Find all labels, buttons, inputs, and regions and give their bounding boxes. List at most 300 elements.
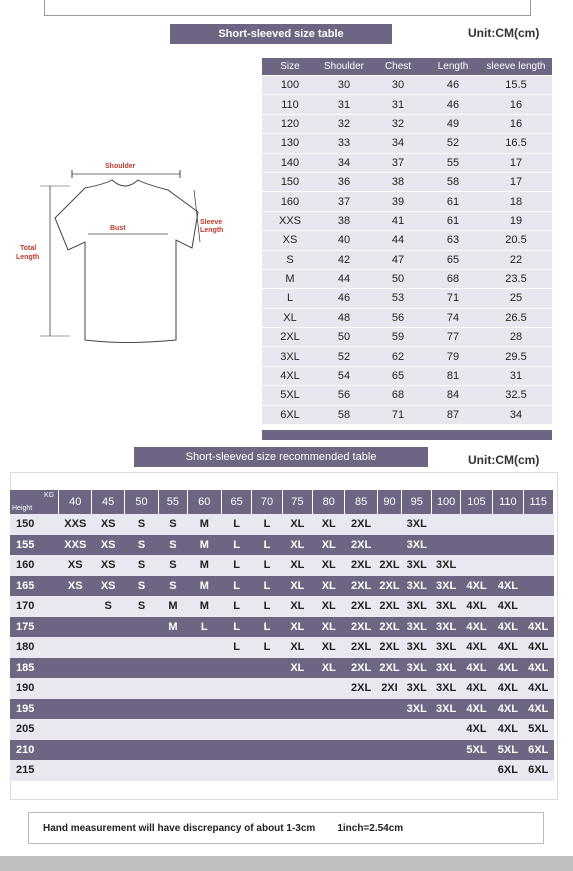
size-header-cell: sleeve length	[480, 58, 552, 76]
size-cell: 2XL	[262, 328, 318, 347]
recommend-cell	[159, 719, 187, 740]
recommend-cell: L	[221, 637, 251, 658]
recommend-cell: 4XL	[493, 637, 523, 658]
kg-header-cell: 40	[59, 490, 92, 514]
recommend-cell	[187, 760, 221, 781]
recommend-cell: 4XL	[460, 596, 492, 617]
size-cell: 16.5	[480, 134, 552, 153]
recommend-cell	[377, 740, 401, 761]
recommend-cell	[124, 658, 158, 679]
recommend-cell	[59, 596, 92, 617]
kg-header-cell: 45	[92, 490, 124, 514]
recommend-cell: 4XL	[460, 678, 492, 699]
recommend-cell: XXS	[59, 514, 92, 535]
recommend-row	[10, 576, 554, 597]
size-row	[262, 95, 552, 114]
recommend-cell: XL	[313, 596, 345, 617]
size-cell: 34	[318, 153, 370, 172]
recommend-row	[10, 760, 554, 781]
size-cell: 42	[318, 250, 370, 269]
recommend-cell	[187, 699, 221, 720]
recommend-cell	[221, 719, 251, 740]
recommend-cell	[377, 514, 401, 535]
recommend-cell: 3XL	[402, 658, 432, 679]
size-cell: 48	[318, 308, 370, 327]
size-cell: 140	[262, 153, 318, 172]
recommend-cell: 2XL	[345, 576, 377, 597]
size-cell: 37	[318, 192, 370, 211]
size-header-cell: Length	[426, 58, 480, 76]
recommend-cell: 3XL	[402, 678, 432, 699]
recommend-cell	[493, 535, 523, 556]
recommend-cell: 3XL	[402, 555, 432, 576]
recommend-cell	[92, 740, 124, 761]
kg-header-cell: 85	[345, 490, 377, 514]
total-length-line1: Total	[20, 245, 37, 252]
recommend-cell	[523, 576, 553, 597]
size-cell: 41	[370, 211, 426, 230]
shoulder-label: Shoulder	[105, 163, 136, 170]
recommend-cell: L	[252, 596, 282, 617]
recommend-cell: S	[124, 535, 158, 556]
kg-header-cell: 115	[523, 490, 553, 514]
size-cell: 40	[318, 231, 370, 250]
recommend-cell: 3XL	[432, 699, 460, 720]
size-cell: L	[262, 289, 318, 308]
recommend-cell: XL	[313, 658, 345, 679]
size-cell: 84	[426, 386, 480, 405]
size-cell: 87	[426, 405, 480, 424]
size-cell: 28	[480, 328, 552, 347]
height-cell: 160	[10, 555, 59, 576]
recommend-cell: 3XL	[402, 699, 432, 720]
size-cell: 22	[480, 250, 552, 269]
recommend-cell	[345, 719, 377, 740]
recommend-cell: S	[92, 596, 124, 617]
recommend-cell: XS	[59, 555, 92, 576]
size-row	[262, 269, 552, 288]
recommend-cell	[402, 740, 432, 761]
recommend-cell	[187, 658, 221, 679]
recommend-cell: XL	[282, 514, 312, 535]
recommend-cell: 4XL	[460, 637, 492, 658]
size-cell: 71	[370, 405, 426, 424]
recommend-cell: 4XL	[460, 576, 492, 597]
recommend-cell	[187, 719, 221, 740]
recommend-cell: L	[221, 535, 251, 556]
size-cell: 39	[370, 192, 426, 211]
recommend-cell	[221, 678, 251, 699]
total-length-line2: Length	[16, 254, 40, 261]
recommend-cell	[92, 719, 124, 740]
height-cell: 150	[10, 514, 59, 535]
recommend-table-header	[10, 490, 554, 514]
size-table-footer	[262, 430, 552, 440]
size-cell: 110	[262, 95, 318, 114]
size-cell: 44	[370, 231, 426, 250]
recommend-cell	[313, 699, 345, 720]
size-cell: 53	[370, 289, 426, 308]
height-cell: 210	[10, 740, 59, 761]
recommend-cell	[221, 740, 251, 761]
recommend-cell	[432, 535, 460, 556]
recommend-cell	[124, 719, 158, 740]
recommend-cell: XXS	[59, 535, 92, 556]
kg-header-cell: 95	[402, 490, 432, 514]
size-cell: 160	[262, 192, 318, 211]
kg-header-cell: 80	[313, 490, 345, 514]
height-cell: 180	[10, 637, 59, 658]
size-cell: 61	[426, 192, 480, 211]
recommend-row	[10, 596, 554, 617]
size-row	[262, 366, 552, 385]
recommend-cell: 2XL	[345, 535, 377, 556]
recommend-cell	[252, 719, 282, 740]
size-cell: 29.5	[480, 347, 552, 366]
recommend-cell	[124, 740, 158, 761]
recommend-cell: L	[252, 555, 282, 576]
size-cell: 59	[370, 328, 426, 347]
size-cell: 5XL	[262, 386, 318, 405]
recommend-cell	[460, 535, 492, 556]
kg-header-cell: 100	[432, 490, 460, 514]
size-cell: 47	[370, 250, 426, 269]
size-row	[262, 405, 552, 424]
size-cell: XS	[262, 231, 318, 250]
tshirt-diagram	[10, 150, 250, 350]
recommend-cell: M	[187, 514, 221, 535]
kg-header-cell: 105	[460, 490, 492, 514]
kg-header-cell: 55	[159, 490, 187, 514]
recommend-cell	[377, 719, 401, 740]
recommend-cell	[523, 514, 553, 535]
size-cell: 150	[262, 172, 318, 191]
size-header-cell: Shoulder	[318, 58, 370, 76]
recommend-cell	[159, 678, 187, 699]
recommend-cell: 3XL	[402, 617, 432, 638]
recommend-cell: 3XL	[432, 576, 460, 597]
kg-header-cell: 90	[377, 490, 401, 514]
size-cell: 46	[318, 289, 370, 308]
size-cell: 16	[480, 95, 552, 114]
size-cell: 55	[426, 153, 480, 172]
size-table-header	[262, 58, 552, 76]
recommend-cell: S	[159, 535, 187, 556]
recommend-cell: L	[252, 576, 282, 597]
recommend-cell: M	[187, 535, 221, 556]
size-cell: 81	[426, 366, 480, 385]
size-row	[262, 328, 552, 347]
size-cell: 32	[370, 114, 426, 133]
size-cell: 31	[480, 366, 552, 385]
recommend-cell: 2XL	[377, 617, 401, 638]
size-cell: 56	[370, 308, 426, 327]
recommend-cell	[124, 760, 158, 781]
recommend-cell: S	[124, 555, 158, 576]
size-cell: 49	[426, 114, 480, 133]
recommend-cell: 6XL	[493, 760, 523, 781]
recommend-cell	[282, 678, 312, 699]
recommend-cell	[432, 760, 460, 781]
recommend-cell	[59, 617, 92, 638]
recommend-cell: L	[252, 617, 282, 638]
recommend-cell: XL	[313, 514, 345, 535]
recommend-cell	[59, 678, 92, 699]
size-cell: 68	[426, 269, 480, 288]
size-cell: 38	[370, 172, 426, 191]
recommend-cell: L	[252, 514, 282, 535]
size-cell: XXS	[262, 211, 318, 230]
measurement-note	[28, 812, 544, 844]
size-cell: 34	[480, 405, 552, 424]
recommend-table-unit: Unit:CM(cm)	[468, 453, 540, 467]
recommend-cell: 3XL	[432, 637, 460, 658]
recommend-row	[10, 740, 554, 761]
kg-header-cell: 110	[493, 490, 523, 514]
recommend-cell: 3XL	[402, 596, 432, 617]
height-cell: 205	[10, 719, 59, 740]
recommend-cell: 2XL	[377, 576, 401, 597]
recommend-table-banner	[134, 447, 428, 467]
size-cell: 6XL	[262, 405, 318, 424]
size-row	[262, 153, 552, 172]
recommend-cell: 2XL	[345, 514, 377, 535]
size-table-banner	[170, 24, 392, 44]
size-cell: 46	[426, 95, 480, 114]
recommend-cell	[124, 699, 158, 720]
recommend-cell	[124, 617, 158, 638]
recommend-cell	[313, 678, 345, 699]
size-cell: 32	[318, 114, 370, 133]
recommend-cell: XS	[92, 555, 124, 576]
recommend-cell: S	[159, 514, 187, 535]
size-row	[262, 134, 552, 153]
recommend-cell	[187, 637, 221, 658]
recommend-cell: XL	[313, 535, 345, 556]
recommend-cell: 4XL	[460, 658, 492, 679]
size-cell: 74	[426, 308, 480, 327]
size-cell: M	[262, 269, 318, 288]
note-discrepancy: Hand measurement will have discrepancy of about 1-3cm	[43, 822, 316, 834]
recommend-cell	[92, 637, 124, 658]
recommend-cell: 6XL	[523, 760, 553, 781]
height-cell: 215	[10, 760, 59, 781]
size-cell: 56	[318, 386, 370, 405]
recommend-cell	[159, 740, 187, 761]
recommend-cell: 4XL	[460, 719, 492, 740]
recommend-cell: XL	[313, 555, 345, 576]
recommend-cell	[159, 637, 187, 658]
size-row	[262, 231, 552, 250]
size-cell: XL	[262, 308, 318, 327]
recommend-cell: 2XL	[345, 596, 377, 617]
recommend-cell	[252, 678, 282, 699]
bust-label: Bust	[110, 225, 126, 232]
recommend-cell: XL	[282, 617, 312, 638]
size-cell: 62	[370, 347, 426, 366]
recommend-cell: XS	[92, 514, 124, 535]
size-table-title: Short-sleeved size table	[218, 28, 344, 40]
size-cell: 120	[262, 114, 318, 133]
recommend-cell: 3XL	[432, 678, 460, 699]
recommend-cell: L	[221, 555, 251, 576]
size-cell: 23.5	[480, 269, 552, 288]
size-cell: 100	[262, 76, 318, 95]
recommend-cell	[345, 740, 377, 761]
sleeve-label-line1: Sleeve	[200, 219, 223, 226]
recommend-cell: XL	[282, 535, 312, 556]
size-row	[262, 192, 552, 211]
recommend-cell	[252, 699, 282, 720]
recommend-cell: 3XL	[432, 555, 460, 576]
recommend-cell: 2XL	[345, 678, 377, 699]
recommend-cell: 4XL	[523, 678, 553, 699]
recommend-cell	[124, 678, 158, 699]
recommend-cell	[59, 740, 92, 761]
recommend-cell	[377, 699, 401, 720]
recommend-cell: XL	[313, 617, 345, 638]
size-cell: 38	[318, 211, 370, 230]
size-cell: 58	[426, 172, 480, 191]
size-cell: 63	[426, 231, 480, 250]
size-cell: 52	[426, 134, 480, 153]
size-row	[262, 386, 552, 405]
recommend-cell	[221, 699, 251, 720]
size-cell: 31	[318, 95, 370, 114]
recommend-cell	[92, 617, 124, 638]
recommend-cell: L	[221, 514, 251, 535]
recommend-cell	[124, 637, 158, 658]
recommend-cell: XL	[282, 637, 312, 658]
recommend-cell	[493, 514, 523, 535]
recommend-cell: 2XL	[377, 596, 401, 617]
size-cell: 77	[426, 328, 480, 347]
corner-height: Height	[12, 505, 33, 512]
size-cell: 25	[480, 289, 552, 308]
kg-header-cell: 65	[221, 490, 251, 514]
recommend-cell: 2XL	[345, 658, 377, 679]
recommend-cell: S	[124, 596, 158, 617]
size-cell: 50	[370, 269, 426, 288]
recommend-cell	[59, 760, 92, 781]
recommend-cell: 2XL	[377, 555, 401, 576]
recommend-cell: S	[124, 576, 158, 597]
recommend-cell	[523, 596, 553, 617]
recommend-cell	[523, 535, 553, 556]
recommend-cell: M	[187, 555, 221, 576]
size-cell: 68	[370, 386, 426, 405]
recommend-cell: 4XL	[493, 576, 523, 597]
recommend-cell	[282, 719, 312, 740]
recommend-cell: XL	[313, 637, 345, 658]
size-cell: 50	[318, 328, 370, 347]
recommend-cell	[252, 658, 282, 679]
size-cell: 34	[370, 134, 426, 153]
size-row	[262, 76, 552, 95]
height-cell: 165	[10, 576, 59, 597]
recommend-cell	[432, 719, 460, 740]
size-cell: 65	[426, 250, 480, 269]
size-cell: 36	[318, 172, 370, 191]
size-cell: S	[262, 250, 318, 269]
recommend-cell	[59, 699, 92, 720]
recommend-cell: XL	[282, 596, 312, 617]
recommend-row	[10, 514, 554, 535]
recommend-row	[10, 719, 554, 740]
recommend-cell: S	[159, 555, 187, 576]
recommend-cell	[59, 719, 92, 740]
size-cell: 26.5	[480, 308, 552, 327]
recommend-cell: 4XL	[493, 617, 523, 638]
recommend-cell: 2XL	[377, 658, 401, 679]
recommend-cell	[221, 658, 251, 679]
size-cell: 71	[426, 289, 480, 308]
recommend-cell: XL	[282, 576, 312, 597]
size-cell: 130	[262, 134, 318, 153]
recommend-cell: XS	[59, 576, 92, 597]
recommend-cell: 5XL	[493, 740, 523, 761]
size-cell: 54	[318, 366, 370, 385]
top-frame	[44, 0, 531, 16]
size-cell: 30	[318, 76, 370, 95]
recommend-cell: S	[124, 514, 158, 535]
recommend-cell	[313, 740, 345, 761]
recommend-cell	[345, 699, 377, 720]
recommend-cell: 6XL	[523, 740, 553, 761]
recommend-cell	[187, 740, 221, 761]
recommend-row	[10, 535, 554, 556]
recommend-cell	[402, 719, 432, 740]
recommend-cell: L	[221, 576, 251, 597]
size-cell: 3XL	[262, 347, 318, 366]
kg-header-cell: 60	[187, 490, 221, 514]
recommend-row	[10, 699, 554, 720]
recommend-cell	[252, 760, 282, 781]
recommend-cell: 2XL	[345, 555, 377, 576]
recommend-cell	[402, 760, 432, 781]
size-cell: 4XL	[262, 366, 318, 385]
recommend-cell	[159, 699, 187, 720]
recommend-cell: M	[159, 596, 187, 617]
size-table-unit: Unit:CM(cm)	[468, 26, 540, 40]
recommend-cell: L	[252, 535, 282, 556]
size-cell: 32.5	[480, 386, 552, 405]
recommend-row	[10, 617, 554, 638]
recommend-cell: L	[221, 617, 251, 638]
recommend-row	[10, 555, 554, 576]
recommend-row	[10, 658, 554, 679]
recommend-cell: 3XL	[432, 596, 460, 617]
size-row	[262, 289, 552, 308]
recommend-cell: L	[187, 617, 221, 638]
recommend-cell: XL	[313, 576, 345, 597]
size-row	[262, 347, 552, 366]
recommend-row	[10, 637, 554, 658]
recommend-cell: 3XL	[402, 576, 432, 597]
recommend-cell: 4XL	[523, 699, 553, 720]
kg-header-cell: 75	[282, 490, 312, 514]
recommend-cell: 3XL	[402, 637, 432, 658]
height-cell: 170	[10, 596, 59, 617]
size-cell: 17	[480, 153, 552, 172]
size-row	[262, 250, 552, 269]
recommend-cell	[252, 740, 282, 761]
recommend-cell	[59, 637, 92, 658]
recommend-cell: 2XI	[377, 678, 401, 699]
recommend-cell: 4XL	[493, 699, 523, 720]
recommend-cell	[313, 719, 345, 740]
recommend-cell	[523, 555, 553, 576]
